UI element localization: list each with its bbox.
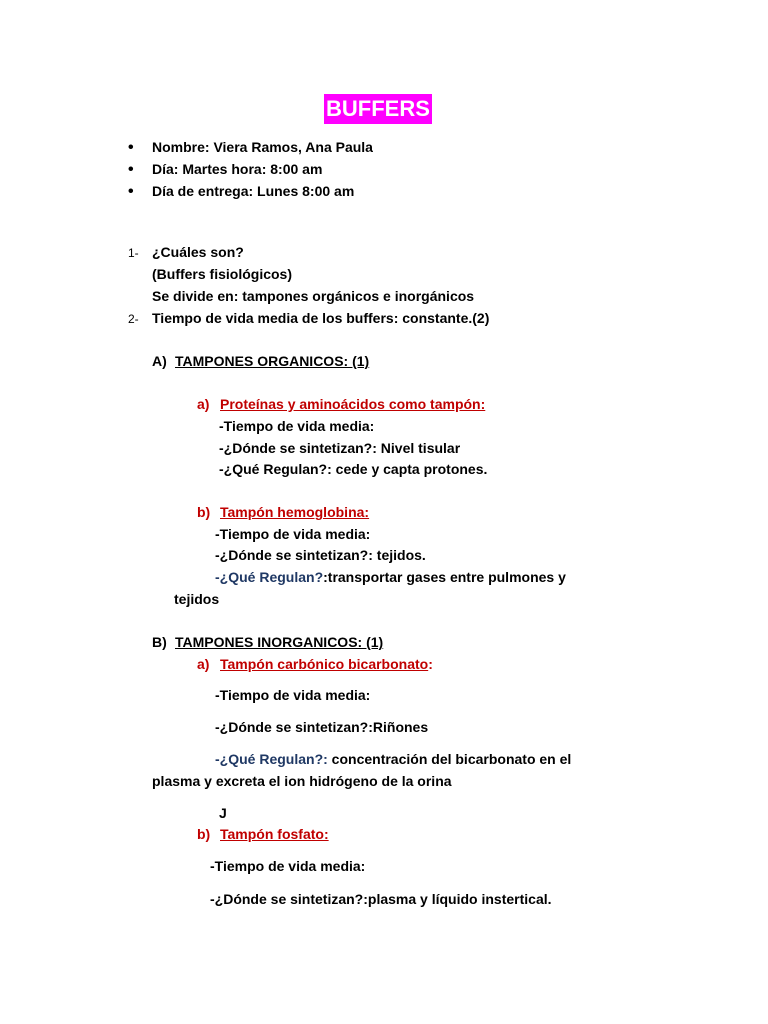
subsection-title: Tampón hemoglobina: — [220, 504, 370, 520]
page-title: BUFFERS — [324, 94, 432, 124]
detail-line: -¿Qué Regulan?: cede y capta protones. — [219, 461, 488, 477]
subsection-title-wrap — [220, 656, 433, 673]
info-delivery: Día de entrega: Lunes 8:00 am — [152, 183, 355, 199]
bullet-dot: • — [128, 161, 134, 178]
question-1-line: Se divide en: tampones orgánicos e inorgánicos — [152, 288, 475, 304]
question-number: 2- — [128, 312, 139, 326]
question-1-line: (Buffers fisiológicos) — [152, 266, 293, 282]
bullet-dot: • — [128, 183, 134, 200]
subsection-marker: a) — [197, 396, 210, 412]
regulan-label: ¿Qué Regulan? — [219, 569, 324, 585]
section-b-marker: B) — [152, 634, 167, 650]
info-name: Nombre: Viera Ramos, Ana Paula — [152, 139, 373, 155]
detail-line — [215, 751, 571, 768]
question-2-text: Tiempo de vida media de los buffers: constante.(2) — [152, 310, 490, 326]
detail-line: -¿Dónde se sintetizan?: Nivel tisular — [219, 440, 461, 456]
detail-line — [215, 569, 566, 586]
detail-line: -¿Dónde se sintetizan?: tejidos. — [215, 547, 426, 563]
regulan-text: concentración del bicarbonato en el — [327, 751, 572, 767]
dash: - — [215, 751, 220, 767]
subsection-title: Tampón carbónico bicarbonato — [220, 656, 429, 672]
regulan-text: :transportar gases entre pulmones y — [323, 569, 566, 585]
detail-line: plasma y excreta el ion hidrógeno de la orina — [152, 773, 452, 789]
subsection-title: Tampón fosfato: — [220, 826, 329, 842]
subsection-marker: b) — [197, 504, 211, 520]
info-day: Día: Martes hora: 8:00 am — [152, 161, 323, 177]
question-1-line: ¿Cuáles son? — [152, 244, 244, 260]
section-a-title: TAMPONES ORGANICOS: (1) — [175, 353, 370, 369]
subsection-marker: a) — [197, 656, 210, 672]
regulan-label: ¿Qué Regulan?: — [219, 751, 328, 767]
section-a-marker: A) — [152, 353, 167, 369]
detail-line: -Tiempo de vida media: — [219, 418, 375, 434]
subsection-colon: : — [428, 656, 433, 672]
bullet-dot: • — [128, 139, 134, 156]
subsection-marker: b) — [197, 826, 211, 842]
detail-line: -Tiempo de vida media: — [210, 858, 366, 874]
question-number: 1- — [128, 246, 139, 260]
detail-line: tejidos — [174, 591, 220, 607]
detail-line: -Tiempo de vida media: — [215, 687, 371, 703]
stray-character: J — [219, 805, 227, 821]
dash: - — [215, 569, 220, 585]
detail-line: -Tiempo de vida media: — [215, 526, 371, 542]
detail-line: -¿Dónde se sintetizan?:plasma y líquido instertical. — [210, 891, 552, 907]
subsection-title: Proteínas y aminoácidos como tampón: — [220, 396, 486, 412]
detail-line: -¿Dónde se sintetizan?:Riñones — [215, 719, 429, 735]
section-b-title: TAMPONES INORGANICOS: (1) — [175, 634, 384, 650]
